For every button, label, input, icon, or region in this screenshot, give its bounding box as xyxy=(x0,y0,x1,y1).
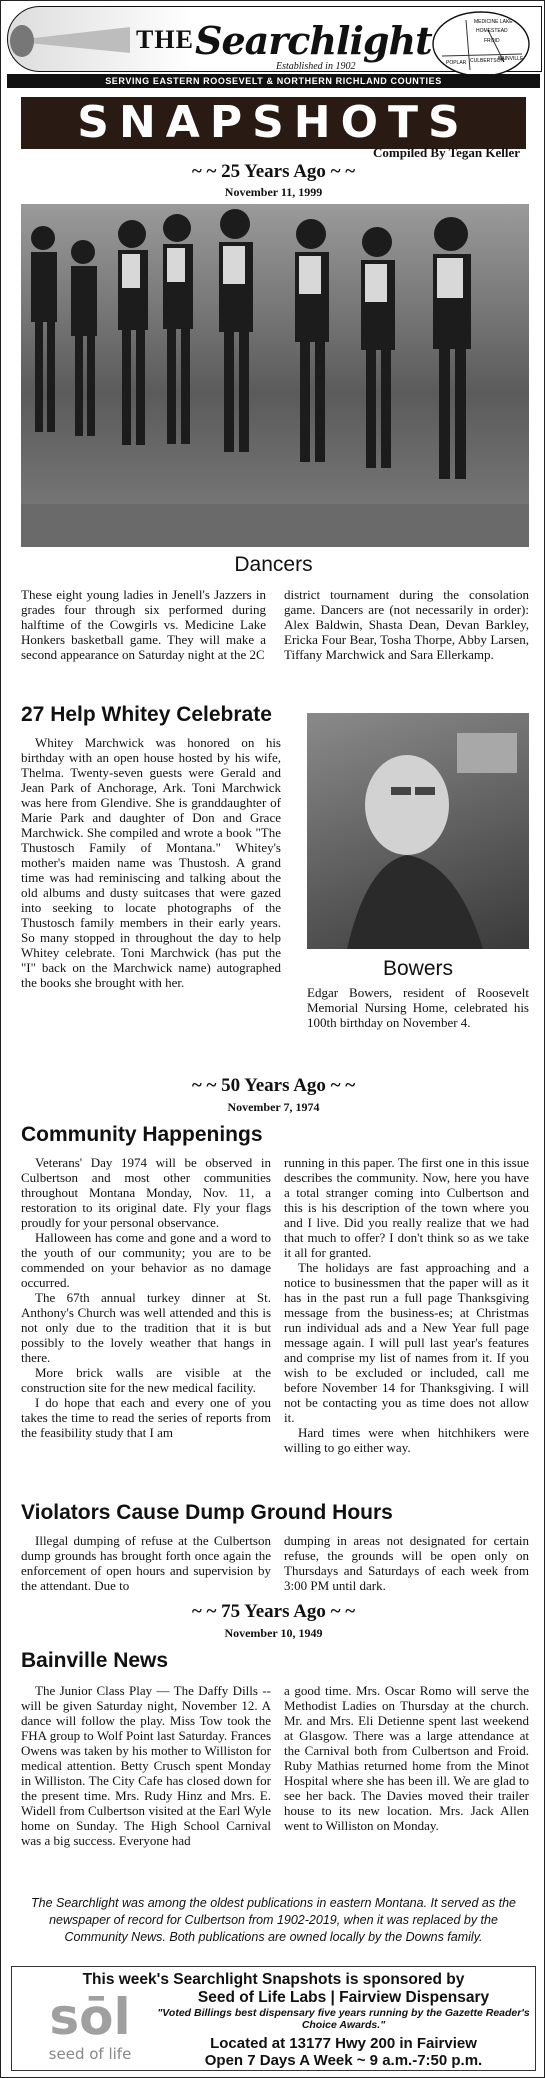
bainville-col1 xyxy=(21,1683,271,1848)
community-headline: Community Happenings xyxy=(21,1123,263,1146)
whitey-headline: 27 Help Whitey Celebrate xyxy=(21,703,272,726)
paragraph: These eight young ladies in Jenell's Jazzers in grades four through six performed during halftime of the Cowgirls vs. Medicine Lake Honkers basketball game. They will make a second appearance on Saturday night at the 2C xyxy=(21,587,266,662)
map-town: POPLAR xyxy=(446,60,467,66)
paragraph: Hard times were when hitchhikers were willing to go either way. xyxy=(284,1425,529,1455)
era-25-heading: ~ ~ 25 Years Ago ~ ~ xyxy=(191,161,356,182)
dancers-text-col1 xyxy=(21,587,266,662)
bowers-photo xyxy=(307,713,529,949)
sponsor-name: Seed of Life Labs | Fairview Dispensary xyxy=(197,1989,490,2006)
bainville-col2 xyxy=(284,1683,529,1833)
community-col2 xyxy=(284,1155,529,1455)
sponsor-logo-word: sōl xyxy=(49,1988,131,2046)
paragraph: The Junior Class Play — The Daffy Dills -- will be given Saturday night, November 12. A dance will follow the play. Miss Tow took the FHA group to Wolf Point last Saturday. Frances Owens was taken by his mother to Williston for medical attention. Betty Crusch spent Monday in Williston. The City Cafe has closed down for the present time. Mrs. Rudy Hinz and Mrs. E. Widell from Culbertson visited at the Earl Wyle home on Sunday. The High School Carnival was a big success. Everyone had xyxy=(21,1683,271,1848)
paragraph: The holidays are fast approaching and a notice to businessmen that the paper will as it has in the past run a full page Thanksgiving message from the business-es; at Christmas run individual ads and a New Year full page message again. I will pull last year's features and comprise my list of names from it. If you wish to be excluded or included, call me before November 14 for Thanksgiving. I will not be contacting you as time does not allow it. xyxy=(284,1260,529,1425)
masthead xyxy=(7,6,540,84)
sponsor-location: Located at 13177 Hwy 200 in Fairview xyxy=(210,2035,477,2052)
dancers-caption: Dancers xyxy=(234,553,313,576)
map-town: CULBERTSON xyxy=(470,58,505,64)
masthead-established: Established in 1902 xyxy=(276,61,356,72)
era-50-heading: ~ ~ 50 Years Ago ~ ~ xyxy=(191,1075,356,1096)
sponsor-logo-sub: seed of life xyxy=(48,2045,132,2063)
map-town: BAINVILLE xyxy=(498,56,524,62)
community-col1 xyxy=(21,1155,271,1440)
era-75-date: November 10, 1949 xyxy=(224,1626,323,1640)
paragraph: dumping in areas not designated for certain refuse, the grounds will be open only on Thursdays and Saturdays of each week from 3:00 PM until dark. xyxy=(284,1533,529,1593)
paragraph: The 67th annual turkey dinner at St. Anthony's Church was well attended and this is not only due to the tradition that it is but possibly to the lovely weather that hangs in there. xyxy=(21,1290,271,1365)
violators-col1 xyxy=(21,1533,271,1593)
section-title: SNAPSHOTS xyxy=(21,97,526,149)
map-town: FROID xyxy=(484,38,500,44)
paragraph: district tournament during the consolation game. Dancers are (not necessarily in order): Alex Baldwin, Shasta Dean, Devan Barkley, Ericka Four Bear, Tosha Thorpe, Abby Larsen, Tiffany Marchwick and Sara Ellerkamp. xyxy=(284,587,529,662)
violators-col2 xyxy=(284,1533,529,1593)
paragraph: I do hope that each and every one of you takes the time to read the series of reports from the feasibility study that I am xyxy=(21,1395,271,1440)
era-25-date: November 11, 1999 xyxy=(224,185,323,199)
sponsor-intro: This week's Searchlight Snapshots is sponsored by xyxy=(82,1971,465,1988)
dancers-text-col2 xyxy=(284,587,529,662)
era-75-heading: ~ ~ 75 Years Ago ~ ~ xyxy=(191,1601,356,1622)
dancers-photo xyxy=(21,204,529,547)
masthead-strip: SERVING EASTERN ROOSEVELT & NORTHERN RICHLAND COUNTIES xyxy=(7,74,540,88)
paragraph: Veterans' Day 1974 will be observed in Culbertson and most other communities throughout Montana Monday, Nov. 11, a restoration to its original date. Fly your flags proudly for your personal observance. xyxy=(21,1155,271,1230)
sponsor-quote: "Voted Billings best dispensary five years running by the Gazette Reader's Choice Awards." xyxy=(157,2007,530,2031)
compiled-by: Compiled By Tegan Keller xyxy=(373,145,520,160)
paragraph: More brick walls are visible at the construction site for the new medical facility. xyxy=(21,1365,271,1395)
paragraph: Whitey Marchwick was honored on his birthday with an open house hosted by his wife, Thelma. Twenty-seven guests were Gerald and Jean Park of Anchorage, Ark. Toni Marchwick was here from Glendive. She is granddaughter of Marie Park and daughter of Don and Grace Marchwick. She compiled and wrote a book "The Thustosch Family of Montana." Whitey's mother's maiden name was Thustosh. A grand time was had reminiscing and talking about the old albums and dusty suitcases that were gazed into seeking to locate photographs of the Thustosch family members in their early years. So many stopped in throughout the day to help Whitey celebrate. Toni Marchwick (has put the "I" back on the Marchwick name) autographed the books she brought with her. xyxy=(21,735,281,990)
masthead-the: THE xyxy=(136,25,194,54)
whitey-body xyxy=(21,735,281,990)
footer-note: The Searchlight was among the oldest publications in eastern Montana. It served as the newspaper of record for Culbertson from 1902-2019, when it was replaced by the Community News. Both publications are owned locally by the Downs family. xyxy=(30,1896,516,1944)
map-town: HOMESTEAD xyxy=(476,28,508,34)
sponsor-logo xyxy=(30,1989,150,2069)
masthead-title: Searchlight xyxy=(195,18,432,63)
sponsor-hours: Open 7 Days A Week ~ 9 a.m.-7:50 p.m. xyxy=(204,2052,483,2069)
paragraph: Halloween has come and gone and a word to the youth of our community; you are to be commended on your behavior as no damage occurred. xyxy=(21,1230,271,1290)
era-50-date: November 7, 1974 xyxy=(227,1100,320,1114)
violators-headline: Violators Cause Dump Ground Hours xyxy=(21,1501,393,1524)
bainville-headline: Bainville News xyxy=(21,1649,169,1672)
bowers-body xyxy=(307,985,529,1030)
paragraph: Illegal dumping of refuse at the Culbertson dump grounds has brought forth once again the enforcement of open hours and supervision by the attendant. Due to xyxy=(21,1533,271,1593)
paragraph: running in this paper. The first one in this issue describes the community. Now, here you have a total stranger coming into Culbertson and this is his description of the town where you and I live. Did you really realize that we had that much to offer? I don't think so as we take it all for granted. xyxy=(284,1155,529,1260)
map-town: MEDICINE LAKE xyxy=(474,19,513,25)
bowers-caption: Bowers xyxy=(382,957,454,980)
paragraph: Edgar Bowers, resident of Roosevelt Memorial Nursing Home, celebrated his 100th birthday on November 4. xyxy=(307,985,529,1030)
sponsor-box xyxy=(11,1966,536,2071)
searchlight-beam-icon xyxy=(8,7,138,71)
paragraph: a good time. Mrs. Oscar Romo will serve the Methodist Ladies on Thursday at the church. Mr. and Mrs. Eli Detienne spent last weekend at Glasgow. There was a large attendance at the Carnival both from Culbertson and Froid. Ruby Mathias returned home from the Minot Hospital where she has been ill. We are glad to see her back. The Davies moved their trailer house to its new location. Mrs. Jack Allen went to Williston on Monday. xyxy=(284,1683,529,1833)
